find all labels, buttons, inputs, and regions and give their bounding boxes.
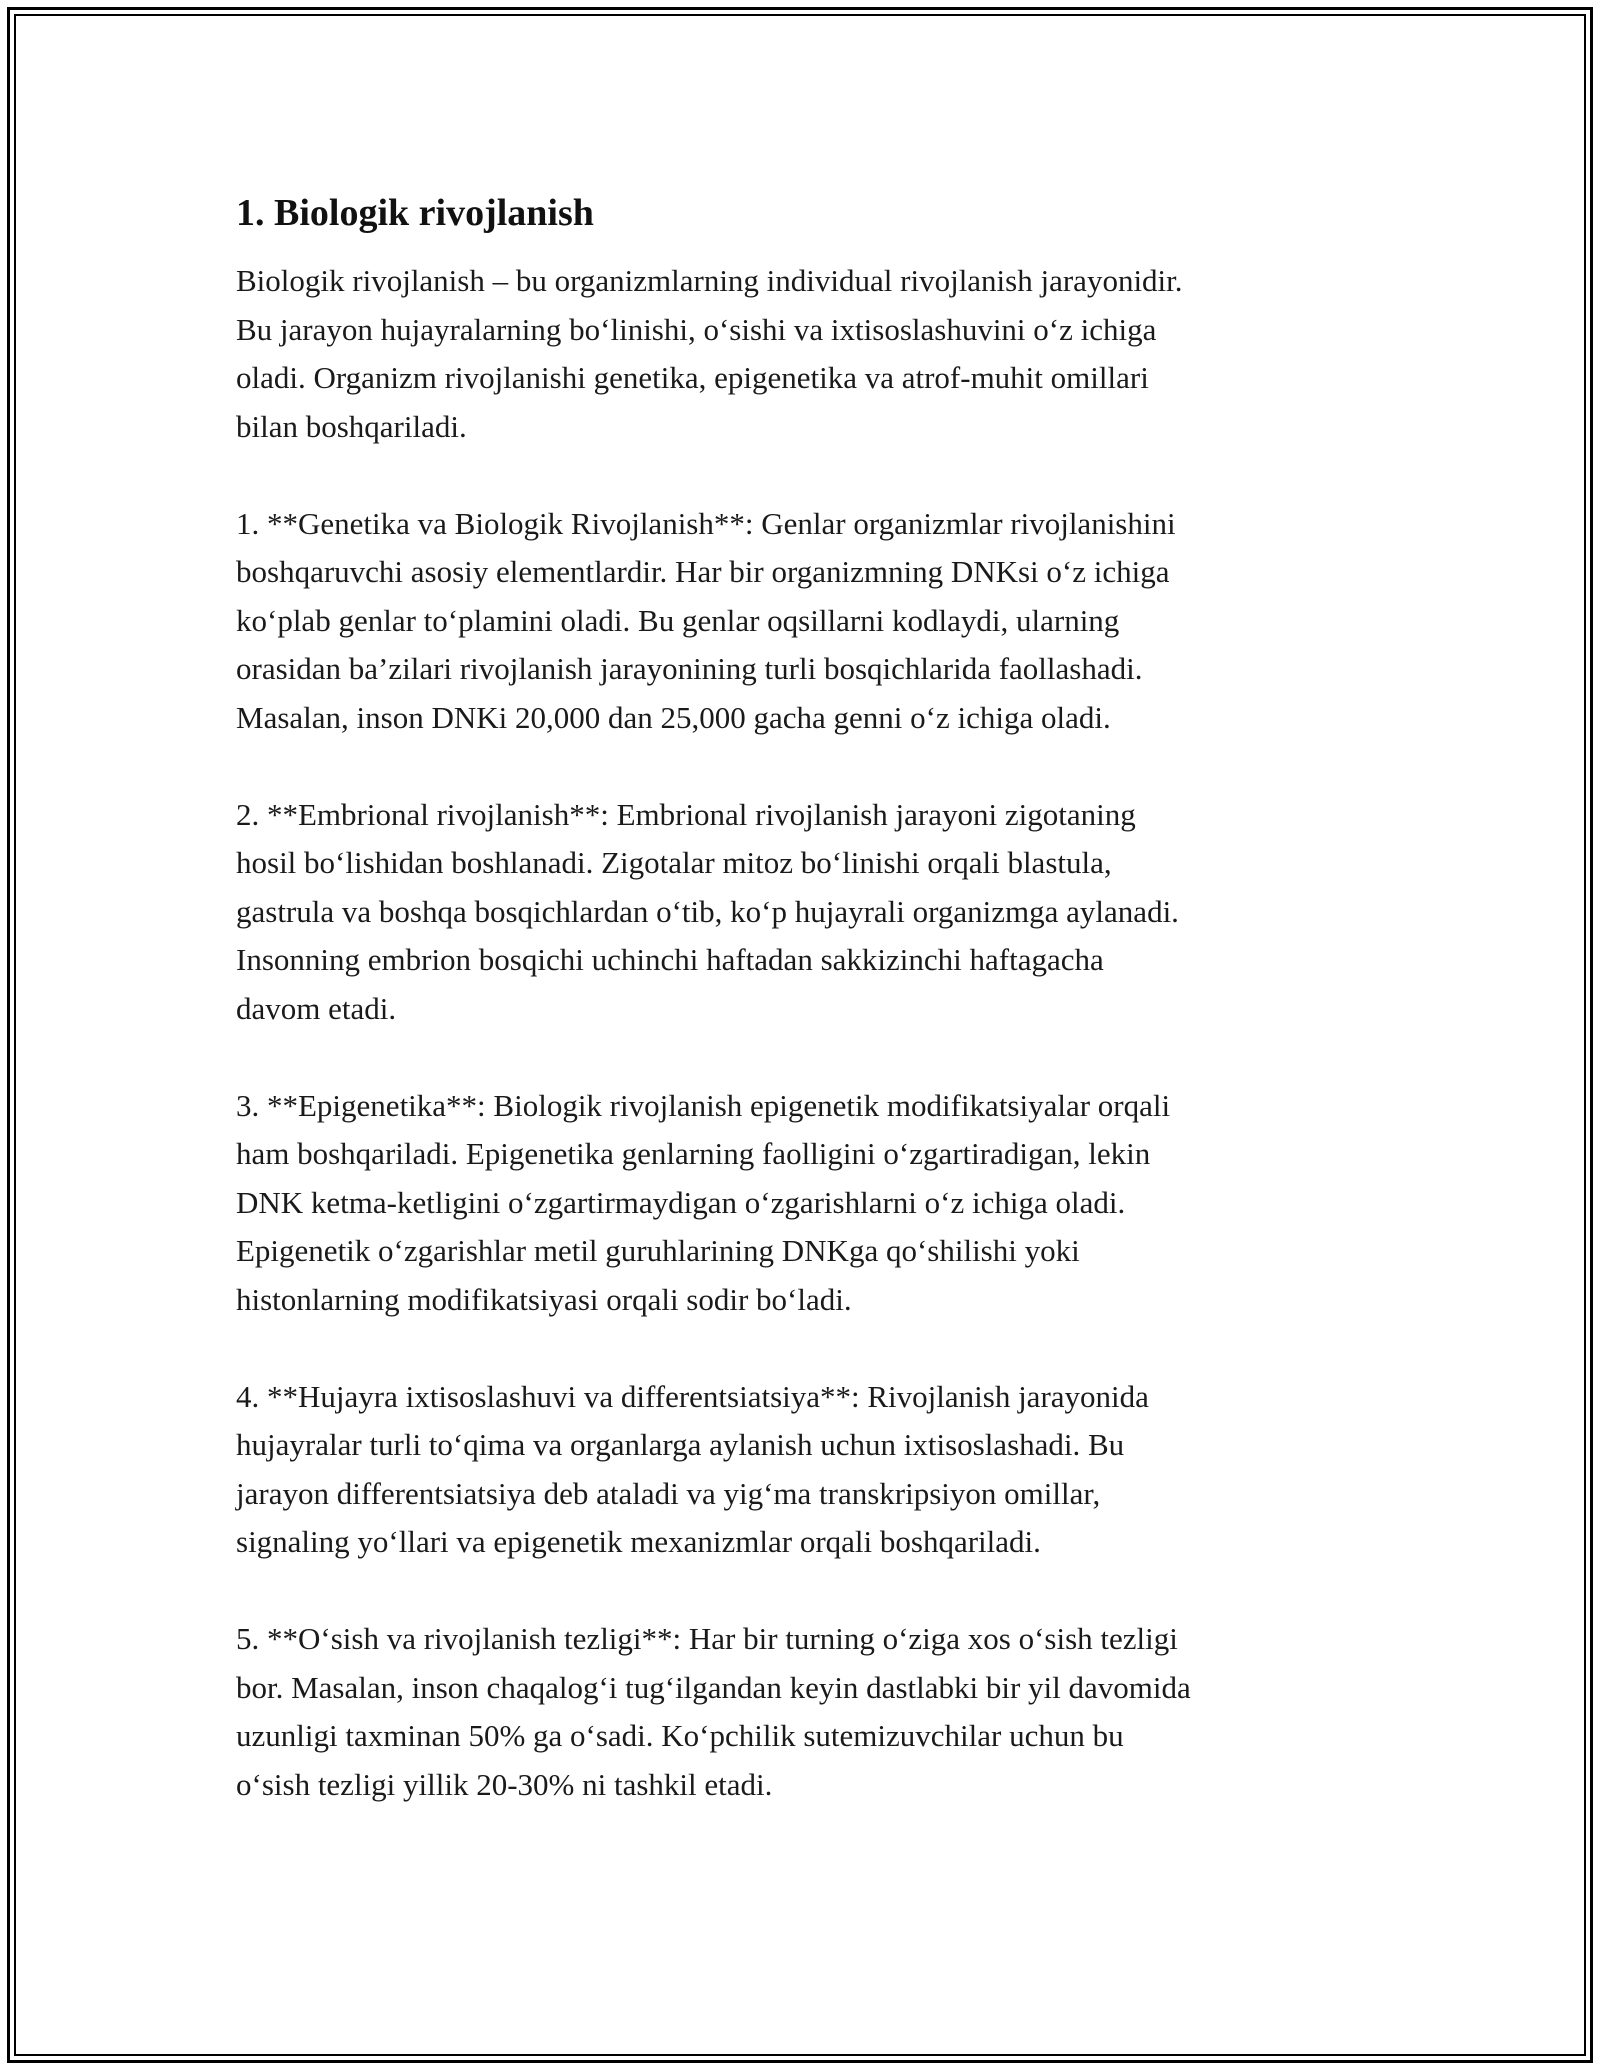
document-body: [236, 185, 1376, 1858]
paragraph-epigenetics: 3. **Epigenetika**: Biologik rivojlanish epigenetik modifikatsiyalar orqali ham boshqariladi. Epigenetika genlarning faolligini o‘zgartiradigan, lekin DNK ketma-ketligini o‘zgartirmaydigan o‘zgarishlarni o‘z ichiga oladi. Epigenetik o‘zgarishlar metil guruhlarining DNKga qo‘shilishi yoki histonlarning modifikatsiyasi orqali sodir bo‘ladi.: [236, 1087, 1171, 1317]
paragraph-differentiation: 4. **Hujayra ixtisoslashuvi va differentsiatsiya**: Rivojlanish jarayonida hujayralar turli to‘qima va organlarga aylanish uchun ixtisoslashadi. Bu jarayon differentsiatsiya deb ataladi va yig‘ma transkripsiyon omillar, signaling yo‘llari va epigenetik mexanizmlar orqali boshqariladi.: [236, 1378, 1149, 1559]
paragraph-embryonic: 2. **Embrional rivojlanish**: Embrional rivojlanish jarayoni zigotaning hosil bo‘lishidan boshlanadi. Zigotalar mitoz bo‘linishi orqali blastula, gastrula va boshqa bosqichlardan o‘tib, ko‘p hujayrali organizmga aylanadi. Insonning embrion bosqichi uchinchi haftadan sakkizinchi haftagacha davom etadi.: [236, 796, 1179, 1026]
paragraph-genetics: 1. **Genetika va Biologik Rivojlanish**: Genlar organizmlar rivojlanishini boshqaruvchi asosiy elementlardir. Har bir organizmning DNKsi o‘z ichiga ko‘plab genlar to‘plamini oladi. Bu genlar oqsillarni kodlaydi, ularning orasidan ba’zilari rivojlanish jarayonining turli bosqichlarida faollashadi. Masalan, inson DNKi 20,000 dan 25,000 gacha genni o‘z ichiga oladi.: [236, 505, 1176, 735]
intro-paragraph: Biologik rivojlanish – bu organizmlarning individual rivojlanish jarayonidir. Bu jarayon hujayralarning bo‘linishi, o‘sishi va ixtisoslashuvini o‘z ichiga oladi. Organizm rivojlanishi genetika, epigenetika va atrof-muhit omillari bilan boshqariladi.: [236, 263, 1183, 444]
section-title: 1. Biologik rivojlanish: [236, 192, 594, 234]
paragraph-growth-rate: 5. **O‘sish va rivojlanish tezligi**: Har bir turning o‘ziga xos o‘sish tezligi bor. Masalan, inson chaqalog‘i tug‘ilgandan keyin dastlabki bir yil davomida uzunligi taxminan 50% ga o‘sadi. Ko‘pchilik sutemizuvchilar uchun bu o‘sish tezligi yillik 20-30% ni tashkil etadi.: [236, 1621, 1191, 1802]
